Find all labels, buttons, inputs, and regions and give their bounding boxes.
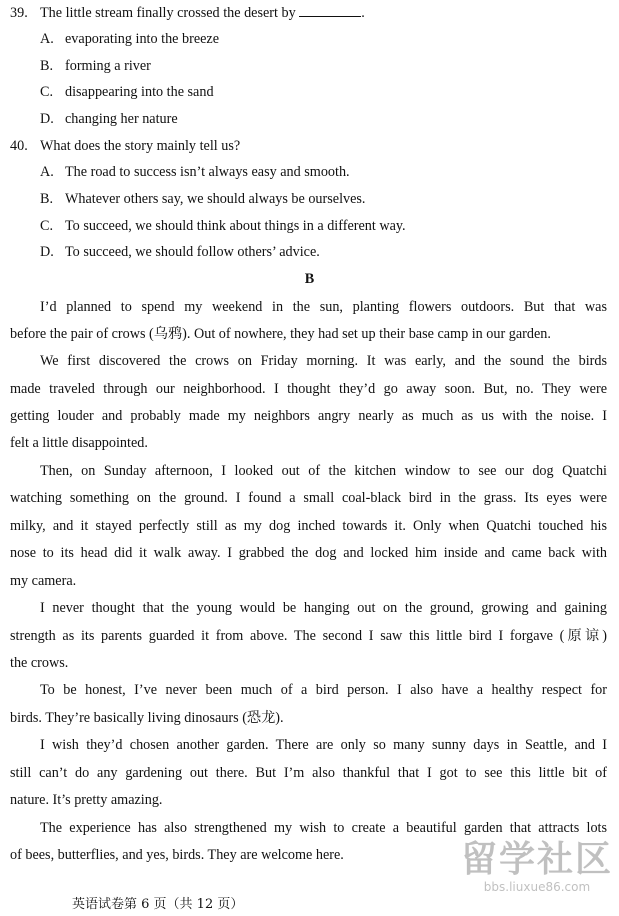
option-text: evaporating into the breeze: [65, 31, 220, 47]
question-number: 39.: [10, 5, 28, 21]
option-39-a: [40, 30, 219, 48]
watermark-logo: [461, 840, 613, 894]
passage-line: the crows.: [10, 655, 69, 671]
option-letter: C.: [40, 84, 54, 100]
option-letter: B.: [40, 191, 54, 207]
question-end-punct: .: [361, 5, 365, 21]
passage-line: To be honest, I’ve never been much of a bird person. I also have a healthy respect for: [40, 682, 607, 698]
option-letter: A.: [40, 164, 54, 180]
option-40-c: [40, 217, 406, 235]
passage-line: still can’t do any gardening out there. But I’m also thankful that I got to see this little bit of: [10, 765, 607, 781]
passage-line: felt a little disappointed.: [10, 435, 148, 451]
passage-line: We first discovered the crows on Friday morning. It was early, and the sound the birds: [40, 353, 607, 369]
passage-line: before the pair of crows (乌鸦). Out of nowhere, they had set up their base camp in our garden.: [10, 326, 551, 342]
passage-line: I wish they’d chosen another garden. There are only so many sunny days in Seattle, and I: [40, 737, 607, 753]
question-text: What does the story mainly tell us?: [40, 138, 241, 154]
option-text: To succeed, we should follow others’ advice.: [65, 244, 320, 260]
section-title: B: [304, 271, 315, 287]
option-text: changing her nature: [65, 111, 178, 127]
passage-line: I’d planned to spend my weekend in the sun, planting flowers outdoors. But that was: [40, 299, 607, 315]
passage-line: nose to its head did it walk away. I grabbed the dog and locked him inside and came back with: [10, 545, 607, 561]
question-40-stem: [10, 137, 240, 155]
watermark-title: 留学社区: [460, 839, 613, 880]
passage-line: strength as its parents guarded it from above. The second I saw this little bird I forgave (原谅): [10, 628, 607, 644]
passage-line: nature. It’s pretty amazing.: [10, 792, 163, 808]
option-letter: B.: [40, 58, 54, 74]
passage-line: I never thought that the young would be hanging out on the ground, growing and gaining: [40, 600, 607, 616]
option-letter: C.: [40, 218, 54, 234]
watermark-url: bbs.liuxue86.com: [483, 880, 591, 894]
option-letter: A.: [40, 31, 54, 47]
passage-line: The experience has also strengthened my wish to create a beautiful garden that attracts lots: [40, 820, 607, 836]
passage-line: of bees, butterflies, and yes, birds. They are welcome here.: [10, 847, 344, 863]
page-footer: 英语试卷第 6 页（共 12 页）: [72, 897, 244, 912]
option-40-d: [40, 243, 320, 261]
option-40-a: [40, 163, 350, 181]
option-39-c: [40, 83, 214, 101]
question-39-stem: [10, 3, 365, 22]
answer-blank: [299, 3, 361, 17]
option-text: The road to success isn’t always easy and smooth.: [65, 164, 350, 180]
passage-line: Then, on Sunday afternoon, I looked out of the kitchen window to see our dog Quatchi: [40, 463, 607, 479]
option-letter: D.: [40, 244, 54, 260]
question-number: 40.: [10, 138, 28, 154]
option-39-d: [40, 110, 178, 128]
passage-line: watching something on the ground. I found a small coal-black bird in the grass. Its eyes were: [10, 490, 607, 506]
option-40-b: [40, 190, 365, 208]
option-letter: D.: [40, 111, 54, 127]
option-text: disappearing into the sand: [65, 84, 214, 100]
passage-line: getting louder and probably made my neighbors angry nearly as much as us with the noise. I: [10, 408, 607, 424]
question-text: The little stream finally crossed the desert by: [40, 5, 296, 21]
passage-line: birds. They’re basically living dinosaurs (恐龙).: [10, 710, 284, 726]
option-text: To succeed, we should think about things in a different way.: [65, 218, 406, 234]
option-text: Whatever others say, we should always be ourselves.: [65, 191, 366, 207]
option-text: forming a river: [65, 58, 151, 74]
option-39-b: [40, 57, 151, 75]
passage-line: made traveled through our neighborhood. I thought they’d go away soon. But, no. They were: [10, 381, 607, 397]
passage-line: my camera.: [10, 573, 77, 589]
passage-line: milky, and it stayed perfectly still as my dog inched towards it. Only when Quatchi touched his: [10, 518, 607, 534]
